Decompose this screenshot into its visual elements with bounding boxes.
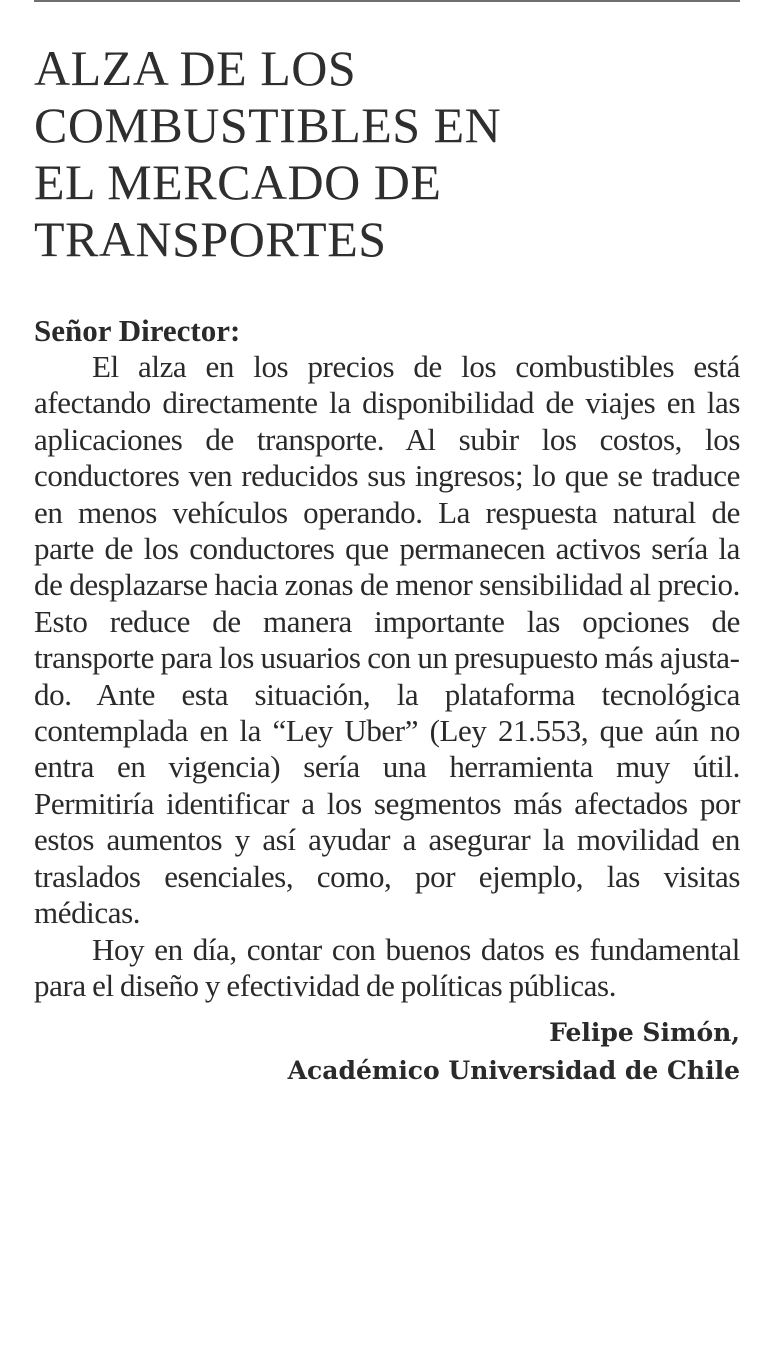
headline-line: TRANSPORTES: [34, 211, 387, 267]
signature-name: Felipe Simón,: [549, 1018, 740, 1048]
headline: [34, 40, 740, 268]
letter-column: [34, 40, 740, 1090]
body-paragraph: El alza en los precios de los combustibles está afectando directamente la disponibilidad de viajes en las aplicaciones de transporte. Al subir los costos, los conductores ven reducidos sus ingresos; lo que se traduce en menos vehículos operando. La respuesta natural de parte de los conductores que permanecen activos sería la de desplazarse hacia zonas de menor sensibilidad al precio. Esto reduce de manera importante las opciones de transporte para los usuarios con un presupuesto más ajustado. Ante esta situación, la plataforma tecnológica contemplada en la “Ley Uber” (Ley 21.553, que aún no entra en vigencia) sería una herramienta muy útil. Permitiría identificar a los segmentos más afectados por estos aumentos y así ayudar a asegurar la movilidad en traslados esenciales, como, por ejemplo, las visitas médicas.: [34, 349, 740, 931]
headline-line: EL MERCADO DE: [34, 154, 442, 210]
headline-line: ALZA DE LOS: [34, 40, 357, 96]
top-rule: [34, 0, 740, 2]
headline-line: COMBUSTIBLES EN: [34, 97, 502, 153]
signature-affiliation: Académico Universidad de Chile: [287, 1056, 740, 1086]
salutation: Señor Director:: [34, 313, 241, 348]
body-paragraph: Hoy en día, contar con buenos datos es fundamental para el diseño y efectividad de políticas públicas.: [34, 931, 740, 1003]
signature: [34, 1014, 740, 1090]
letter-body: [34, 349, 740, 1004]
